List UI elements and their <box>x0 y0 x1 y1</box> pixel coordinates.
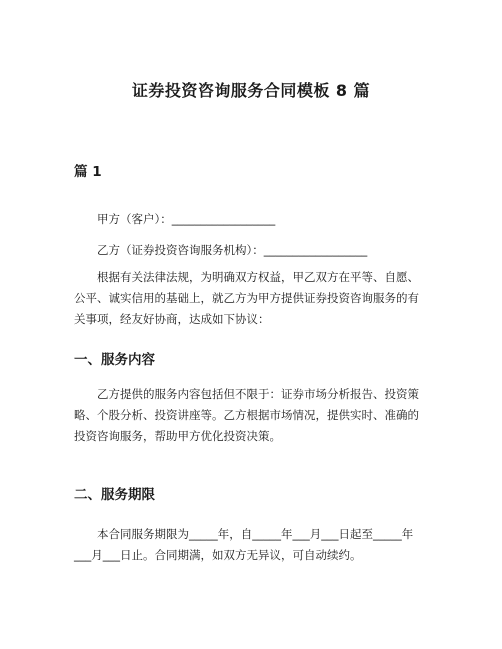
section-heading-service-content: 一、服务内容 <box>74 352 155 368</box>
document-title: 证券投资咨询服务合同模板 8 篇 <box>131 81 371 100</box>
service-content-paragraph: 乙方提供的服务内容包括但不限于：证券市场分析报告、投资策略、个股分析、投资讲座等。乙方根据市场情况，提供实时、准确的投资咨询服务，帮助甲方优化投资决策。 <box>74 387 419 443</box>
part-heading: 篇 1 <box>74 164 102 180</box>
intro-paragraph: 根据有关法律法规，为明确双方权益，甲乙双方在平等、自愿、公平、诚实信用的基础上，就乙方为甲方提供证券投资咨询服务的有关事项，经友好协商，达成如下协议： <box>74 270 419 326</box>
service-term-paragraph: 本合同服务期限为_____年，自_____年___月___日起至_____年___月___日止。合同期满，如双方无异议，可自动续约。 <box>74 527 414 562</box>
party-a-line: 甲方（客户）：__________________ <box>97 212 276 226</box>
section-heading-service-term: 二、服务期限 <box>74 487 155 503</box>
party-b-line: 乙方（证券投资咨询服务机构）：__________________ <box>97 243 368 257</box>
